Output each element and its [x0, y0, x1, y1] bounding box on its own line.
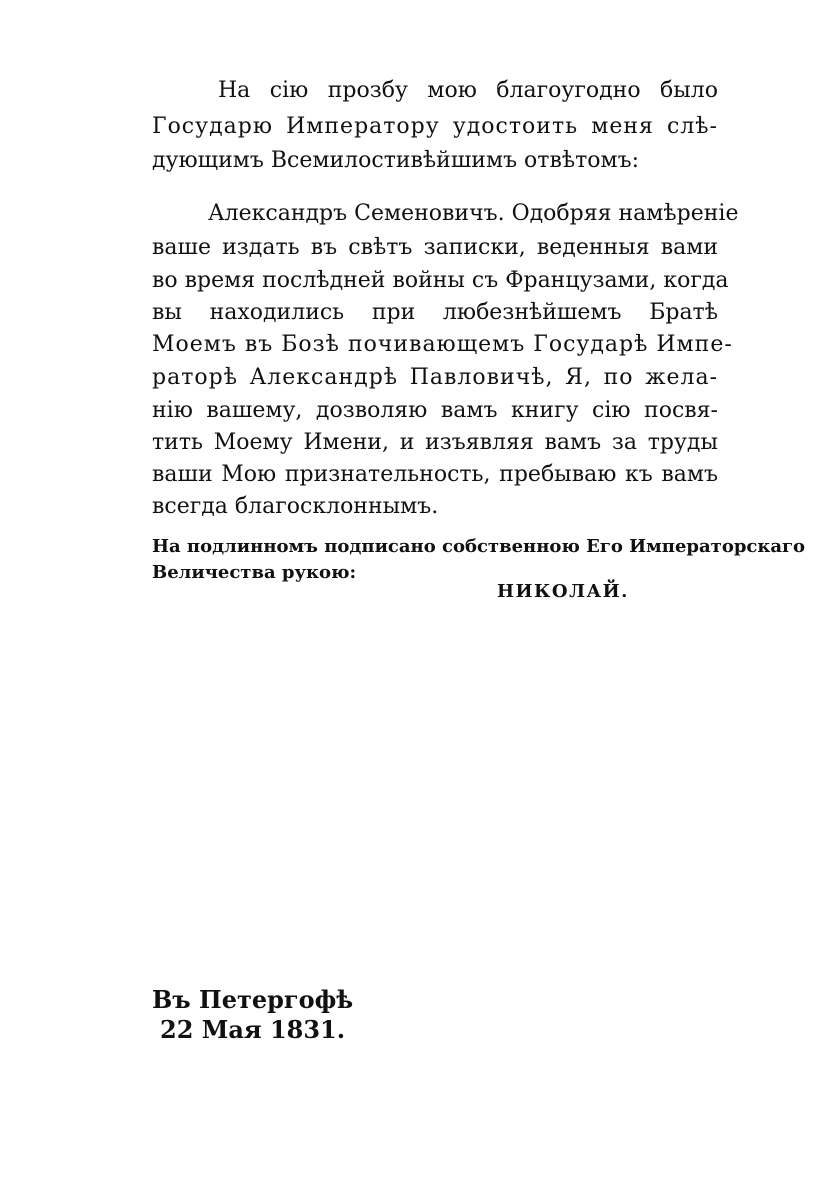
note-line-1: На подлинномъ подписано собственною Его Императорскаго [152, 536, 806, 557]
intro-line-3: дующимъ Всемилостивѣйшимъ отвѣтомъ: [152, 148, 640, 173]
letter-line-9: ваши Мою признательность, пребываю къ вамъ [152, 462, 718, 487]
date-line: 22 Мая 1831. [160, 1015, 346, 1044]
intro-line-2: Государю Императору удостоить меня слѣ- [152, 114, 718, 139]
place-line: Въ Петергофѣ [152, 985, 354, 1014]
letter-line-8: тить Моему Имени, и изъявляя вамъ за труды [152, 430, 718, 455]
letter-line-6: раторѣ Александрѣ Павловичѣ, Я, по жела- [152, 365, 718, 390]
letter-line-7: нію вашему, дозволяю вамъ книгу сію посвя- [152, 398, 718, 423]
intro-line-1: На сію прозбу мою благоугодно было [218, 78, 718, 103]
letter-line-2: ваше издать въ свѣтъ записки, веденныя вами [152, 235, 718, 260]
signature: НИКОЛАЙ. [497, 581, 629, 602]
letter-line-10: всегда благосклоннымъ. [152, 494, 439, 519]
letter-line-1: Александръ Семеновичъ. Одобряя намѣреніе [208, 201, 739, 226]
letter-line-3: во время послѣдней войны съ Французами, когда [152, 268, 729, 293]
letter-line-5: Моемъ въ Бозѣ почивающемъ Государѣ Импе- [152, 332, 733, 357]
letter-line-4: вы находились при любезнѣйшемъ Братѣ [152, 300, 718, 325]
note-line-2: Величества рукою: [152, 562, 357, 583]
